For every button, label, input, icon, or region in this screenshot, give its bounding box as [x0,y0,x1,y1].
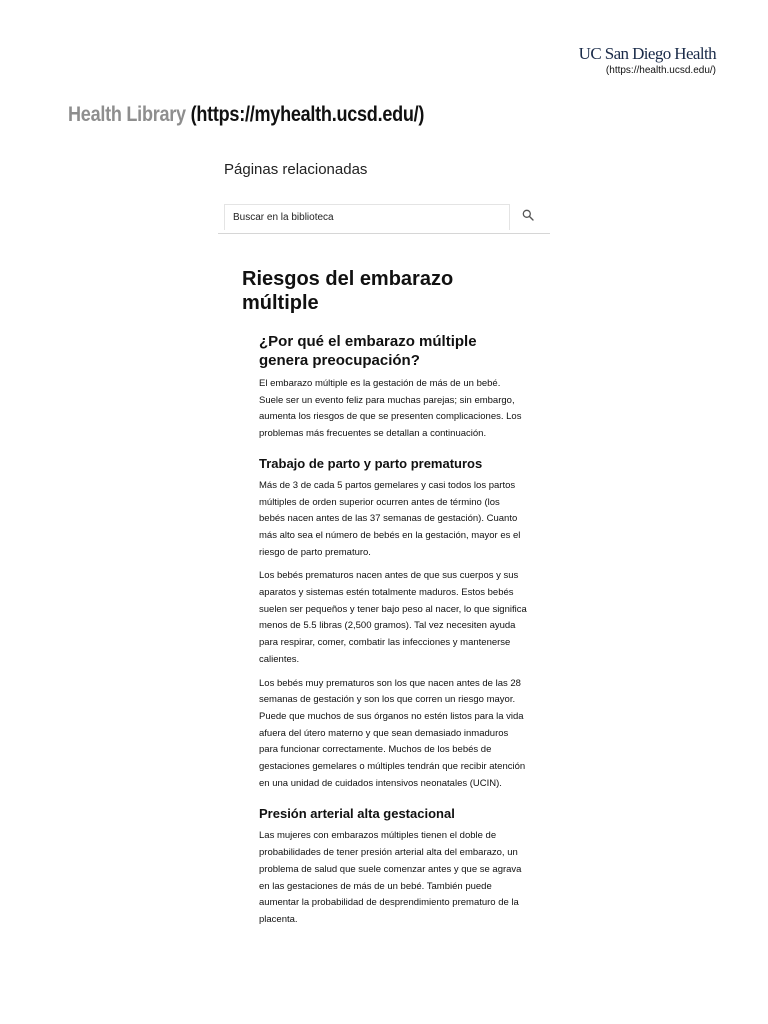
brand-url[interactable]: (https://health.ucsd.edu/) [605,65,716,76]
search-button[interactable] [517,207,539,227]
related-pages-label: Páginas relacionadas [224,161,368,178]
paragraph: Los bebés muy prematuros son los que nacen antes de las 28 semanas de gestación y son los que corren un riesgo mayor. Puede que muchos de sus órganos no estén listos para la vida afuera del útero materno y que sean demasiado inmaduros para funcionar correctamente. Muchos de los bebés de gestaciones gemelares o múltiples tendrán que recibir atención en una unidad de cuidados intensivos neonatales (UCIN). [259,677,526,789]
health-library-url[interactable]: (https://myhealth.ucsd.edu/) [190,103,425,126]
paragraph: El embarazo múltiple es la gestación de más de un bebé. Suele ser un evento feliz para muchas parejas; sin embargo, aumenta los riesgos de que se presenten complicaciones. Los problemas más frecuentes se detallan a continuación. [259,378,522,440]
health-library-heading [68,101,424,129]
section-gestational-hypertension [259,805,527,928]
paragraph: Más de 3 de cada 5 partos gemelares y casi todos los partos múltiples de orden superior ocurren antes de término (los bebés nacen antes de las 37 semanas de gestación). Cuanto más alto sea el número de bebés en la gestación, mayor es el riesgo de parto prematuro. [259,479,521,558]
section-heading: Trabajo de parto y parto prematuros [259,455,483,471]
section-heading: Presión arterial alta gestacional [259,806,455,822]
health-library-link[interactable]: Health Library [68,103,186,126]
section-heading: ¿Por qué el embarazo múltiple genera preocupación? [259,333,477,369]
library-search [218,203,550,234]
site-brand [579,44,716,77]
uc-san-diego-health-logo[interactable]: UC San Diego Health [578,44,716,63]
section-concern [259,332,527,443]
article [242,267,532,929]
paragraph: Los bebés prematuros nacen antes de que sus cuerpos y sus aparatos y sistemas estén totalmente maduros. Estos bebés suelen ser pequeños y tener bajo peso al nacer, lo que significa menos de 5.5 libras (2,500 gramos). Tal vez necesiten ayuda para respirar, comer, combatir las infecciones y mantenerse calientes. [259,570,527,665]
search-input[interactable] [224,204,510,230]
section-preterm-labor [259,455,527,793]
paragraph: Las mujeres con embarazos múltiples tienen el doble de probabilidades de tener presión arterial alta del embarazo, un problema de salud que suele comenzar antes y que se agrava en las gestaciones de más de un bebé. También puede aumentar la probabilidad de desprendimiento prematuro de la placenta. [259,830,522,925]
search-icon [522,208,534,226]
article-title: Riesgos del embarazo múltiple [242,268,454,314]
